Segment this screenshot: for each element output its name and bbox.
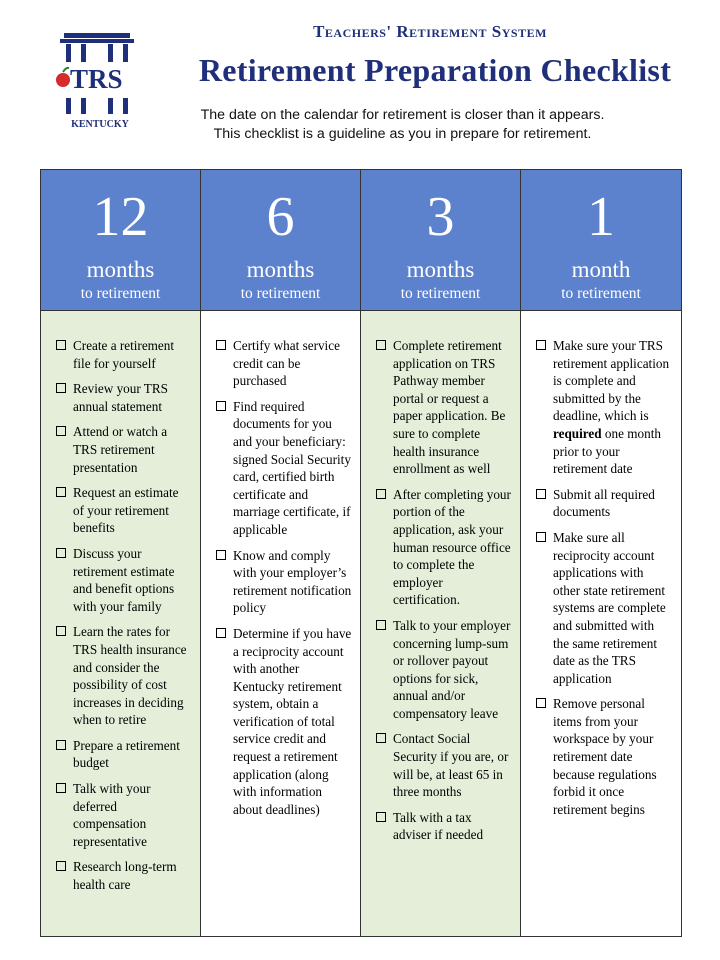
item-text: Talk to your employer concerning lump-sum or rollover payout options for sick, annual and/or compensatory leave: [393, 617, 511, 721]
column-header: [201, 170, 360, 311]
column-header: [41, 170, 200, 311]
checkbox[interactable]: [376, 489, 386, 499]
column-1-month: [521, 170, 681, 936]
checklist-item: [56, 623, 192, 729]
item-text: Review your TRS annual statement: [73, 381, 168, 414]
checkbox[interactable]: [216, 401, 226, 411]
item-text: Contact Social Security if you are, or will be, at least 65 in three months: [393, 731, 509, 800]
item-text: Research long-term health care: [73, 859, 177, 893]
item-text: Remove personal items from your workspace by your retirement date because regulations forbid it once retirement begins: [553, 696, 657, 817]
item-text-end: one month prior to your retirement date: [553, 425, 661, 477]
checklist-item: [536, 529, 673, 687]
column-3-months: [361, 170, 521, 936]
checklist-item: [56, 484, 192, 537]
logo-state: KENTUCKY: [71, 119, 129, 130]
checkbox[interactable]: [216, 340, 226, 350]
checkbox[interactable]: [216, 550, 226, 560]
item-text: Learn the rates for TRS health insurance and consider the possibility of cost increases in deciding when to retire: [73, 624, 187, 728]
item-text: Talk with a tax adviser if needed: [393, 809, 484, 843]
item-text: Make sure all reciprocity account applications with other state retirement systems are complete and submitted with the same retirement date as the TRS application: [553, 529, 666, 686]
organization-name: Teachers' Retirement System: [313, 22, 547, 41]
checkbox[interactable]: [56, 740, 66, 750]
checklist-item: [56, 380, 192, 415]
checkbox[interactable]: [56, 626, 66, 636]
checklist-item: [376, 809, 512, 844]
column-items: [201, 311, 360, 936]
checklist-item: [376, 617, 512, 723]
checklist-item: [216, 398, 352, 539]
column-header: [361, 170, 520, 311]
checkbox[interactable]: [376, 340, 386, 350]
checkbox[interactable]: [56, 783, 66, 793]
checklist-item: [56, 858, 192, 893]
checkbox[interactable]: [56, 548, 66, 558]
timeframe-subtitle: to retirement: [240, 285, 321, 302]
item-text: Talk with your deferred compensation representative: [73, 781, 151, 849]
checkbox[interactable]: [536, 340, 546, 350]
checklist-item: [216, 625, 352, 819]
item-text: Certify what service credit can be purchased: [233, 338, 340, 389]
checkbox[interactable]: [536, 532, 546, 542]
checkbox[interactable]: [536, 698, 546, 708]
checklist-item: [376, 486, 512, 609]
item-text: Determine if you have a reciprocity account with another Kentucky retirement system, obtain a verification of total service credit and request a retirement application (along with information about deadlines): [233, 625, 352, 817]
subtitle-line-1: The date on the calendar for retirement is closer than it appears.: [200, 107, 605, 123]
checkbox[interactable]: [56, 340, 66, 350]
checkbox[interactable]: [376, 733, 386, 743]
trs-kentucky-logo: [52, 30, 142, 134]
timeframe-subtitle: to retirement: [561, 285, 641, 302]
column-12-months: [41, 170, 201, 936]
checklist-item: [216, 337, 352, 390]
checkbox[interactable]: [56, 426, 66, 436]
checkbox[interactable]: [376, 620, 386, 630]
item-text: Discuss your retirement estimate and benefit options with your family: [73, 545, 175, 614]
item-text: After completing your portion of the application, ask your human resource office to complete the employer certification.: [393, 486, 511, 608]
checkbox[interactable]: [56, 383, 66, 393]
checklist-item: [216, 547, 352, 617]
checklist-item: [56, 423, 192, 476]
timeframe-unit: months: [406, 257, 475, 282]
column-6-months: [201, 170, 361, 936]
checklist-item: [536, 695, 673, 818]
item-text: Create a retirement file for yourself: [73, 338, 175, 371]
checklist-item: [376, 730, 512, 800]
checklist-item: [56, 337, 192, 372]
timeframe-number: 12: [92, 186, 149, 248]
item-text: Prepare a retirement budget: [73, 737, 180, 771]
checklist-item: [376, 337, 512, 478]
timeframe-number: 1: [587, 186, 615, 248]
item-text: Complete retirement application on TRS Pathway member portal or request a paper application. Be sure to complete health insurance enrollment as well: [393, 338, 506, 477]
checkbox[interactable]: [536, 489, 546, 499]
timeframe-unit: months: [86, 257, 155, 282]
item-text: Attend or watch a TRS retirement presentation: [73, 424, 168, 475]
emphasis-required: required: [553, 425, 602, 441]
page-title: Retirement Preparation Checklist: [198, 52, 672, 88]
checkbox[interactable]: [376, 812, 386, 822]
checklist-item: [56, 737, 192, 772]
logo-text: TRS: [70, 64, 123, 94]
checklist-item: [536, 337, 673, 478]
column-items: [41, 311, 200, 936]
timeframe-number: 6: [266, 186, 295, 248]
item-text: Know and comply with your employer’s retirement notification policy: [233, 547, 352, 616]
item-text: Submit all required documents: [553, 486, 655, 520]
column-header: [521, 170, 681, 311]
checkbox[interactable]: [56, 861, 66, 871]
column-items: [521, 311, 681, 936]
timeframe-subtitle: to retirement: [80, 285, 161, 302]
checklist-table: [40, 169, 682, 937]
checklist-item: [56, 780, 192, 850]
timeframe-number: 3: [426, 186, 455, 248]
checkbox[interactable]: [216, 628, 226, 638]
timeframe-unit: month: [571, 257, 631, 282]
checklist-item: [536, 486, 673, 521]
checkbox[interactable]: [56, 487, 66, 497]
timeframe-subtitle: to retirement: [400, 285, 481, 302]
checklist-item: [56, 545, 192, 615]
timeframe-unit: months: [246, 257, 315, 282]
column-items: [361, 311, 520, 936]
subtitle-line-2: This checklist is a guideline as you in prepare for retirement.: [213, 126, 592, 142]
item-text: [553, 337, 673, 478]
item-text: Request an estimate of your retirement benefits: [73, 485, 179, 536]
item-text: Find required documents for you and your beneficiary: signed Social Security card, certified birth certificate and marriage certificate, if applicable: [233, 398, 351, 537]
item-text-start: Make sure your TRS retirement application is complete and submitted by the deadline, which is: [553, 338, 670, 424]
